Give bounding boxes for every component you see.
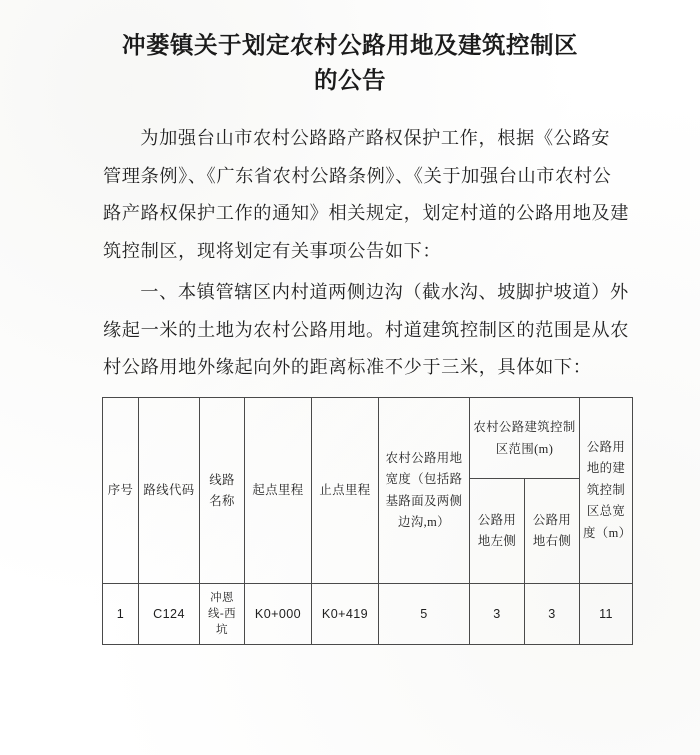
paragraph-2-text-1: 一、本镇管辖区内村道两侧边沟（截水沟、坡脚护坡道）外: [140, 282, 629, 302]
header-control-left-label: 公路用地左侧: [477, 512, 517, 548]
paragraph-1-line-3: 路产路权保护工作的通知》相关规定，划定村道的公路用地及建: [103, 203, 630, 223]
title-line-1: 冲蒌镇关于划定农村公路用地及建筑控制区: [122, 31, 578, 59]
paragraph-2-line-1: [103, 274, 632, 312]
paragraph-2-line-2: 缘起一米的土地为农村公路用地。村道建筑控制区的范围是从农: [103, 319, 630, 340]
header-control-left: [470, 479, 525, 584]
cell-start-mileage: K0+000: [245, 584, 312, 645]
road-land-table-container: [102, 397, 632, 645]
header-route-name-label: 线路名称: [209, 472, 235, 508]
header-control-zone-group-label: 农村公路建筑控制区范围(m): [473, 420, 576, 456]
document-body: [0, 98, 700, 387]
header-total-width-label: 公路用地的建筑控制区总宽度（m）: [583, 439, 632, 540]
header-control-zone-group: [470, 398, 580, 479]
header-land-width-label: 农村公路用地宽度（包括路基路面及两侧边沟,m）: [385, 450, 463, 529]
cell-end-mileage: K0+419: [312, 584, 379, 645]
header-route-name: [200, 398, 245, 584]
cell-control-left: 3: [470, 584, 525, 645]
paragraph-1-line-1: [103, 120, 632, 158]
paragraph-background: [103, 120, 632, 270]
paragraph-1-line-2: 管理条例》、《广东省农村公路条例》、《关于加强台山市农村公: [103, 165, 612, 186]
page-title: [0, 0, 700, 98]
table-header: [103, 398, 633, 584]
cell-route-name: 冲恩线-西坑: [200, 584, 245, 645]
paragraph-2-line-3: 村公路用地外缘起向外的距离标准不少于三米，具体如下：: [103, 357, 592, 377]
paragraph-1-line-4: 筑控制区，现将划定有关事项公告如下：: [103, 240, 442, 261]
cell-land-width: 5: [379, 584, 470, 645]
road-land-table: [102, 397, 633, 645]
header-route-code-label: 路线代码: [143, 483, 195, 497]
cell-total-width: 11: [580, 584, 633, 645]
paragraph-article-one: [103, 274, 632, 387]
cell-seq-no: 1: [103, 584, 139, 645]
table-row: [103, 584, 633, 645]
paragraph-1-text-1: 为加强台山市农村公路路产路权保护工作，根据《公路安: [140, 128, 610, 148]
header-total-width: [580, 398, 633, 584]
header-start-mileage: [245, 398, 312, 584]
cell-control-right: 3: [525, 584, 580, 645]
header-control-right: [525, 479, 580, 584]
header-end-mileage-label: 止点里程: [319, 483, 371, 497]
cell-route-code: C124: [139, 584, 200, 645]
header-seq-no-label: 序号: [107, 483, 134, 497]
header-land-width: [379, 398, 470, 584]
header-seq-no: [103, 398, 139, 584]
table-body: [103, 584, 633, 645]
header-route-code: [139, 398, 200, 584]
table-header-row-1: [103, 398, 633, 479]
header-end-mileage: [312, 398, 379, 584]
header-control-right-label: 公路用地右侧: [532, 512, 572, 548]
header-start-mileage-label: 起点里程: [252, 483, 304, 497]
title-line-2: 的公告: [314, 66, 386, 94]
